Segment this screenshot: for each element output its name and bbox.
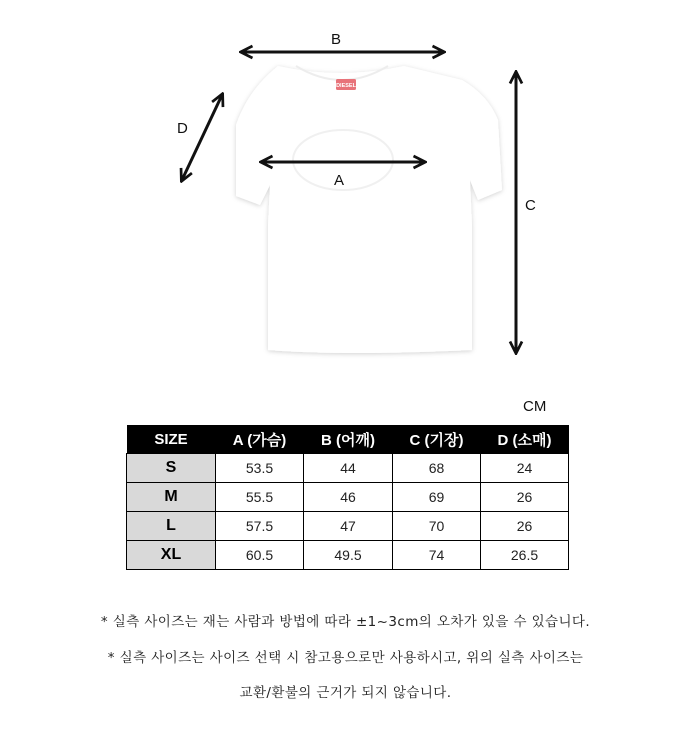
table-row [127,454,569,483]
note-line-3: 교환/환불의 근거가 되지 않습니다. [239,685,452,701]
label-a: A [334,172,345,189]
note-line-2: * 실측 사이즈는 사이즈 선택 시 참고용으로만 사용하시고, 위의 실측 사이즈는 [107,650,584,666]
header-a: A (가슴) [216,425,304,454]
header-d: D (소매) [481,425,569,454]
table-row [127,541,569,570]
label-d: D [177,120,188,137]
brand-tag-text: DIESEL [336,83,356,89]
size-cell: L [127,512,216,541]
value-cell: 26 [481,483,569,512]
label-b: B [331,31,342,48]
label-c: C [525,197,536,214]
header-size: SIZE [127,425,216,454]
note-line-1: * 실측 사이즈는 재는 사람과 방법에 따라 ±1~3cm의 오차가 있을 수 있습니다. [100,614,591,630]
size-cell: M [127,483,216,512]
table-row [127,512,569,541]
value-cell: 53.5 [216,454,304,483]
unit-label: CM [523,398,547,415]
value-cell: 69 [393,483,481,512]
table-header-row [127,425,569,454]
value-cell: 60.5 [216,541,304,570]
value-cell: 74 [393,541,481,570]
header-c: C (기장) [393,425,481,454]
table-row [127,483,569,512]
size-cell: XL [127,541,216,570]
value-cell: 68 [393,454,481,483]
value-cell: 47 [304,512,393,541]
value-cell: 24 [481,454,569,483]
value-cell: 57.5 [216,512,304,541]
value-cell: 46 [304,483,393,512]
value-cell: 44 [304,454,393,483]
header-b: B (어깨) [304,425,393,454]
tshirt-shape [236,66,502,353]
size-cell: S [127,454,216,483]
value-cell: 49.5 [304,541,393,570]
size-table [126,425,569,570]
value-cell: 55.5 [216,483,304,512]
value-cell: 26.5 [481,541,569,570]
value-cell: 70 [393,512,481,541]
value-cell: 26 [481,512,569,541]
arrow-d [182,95,222,180]
